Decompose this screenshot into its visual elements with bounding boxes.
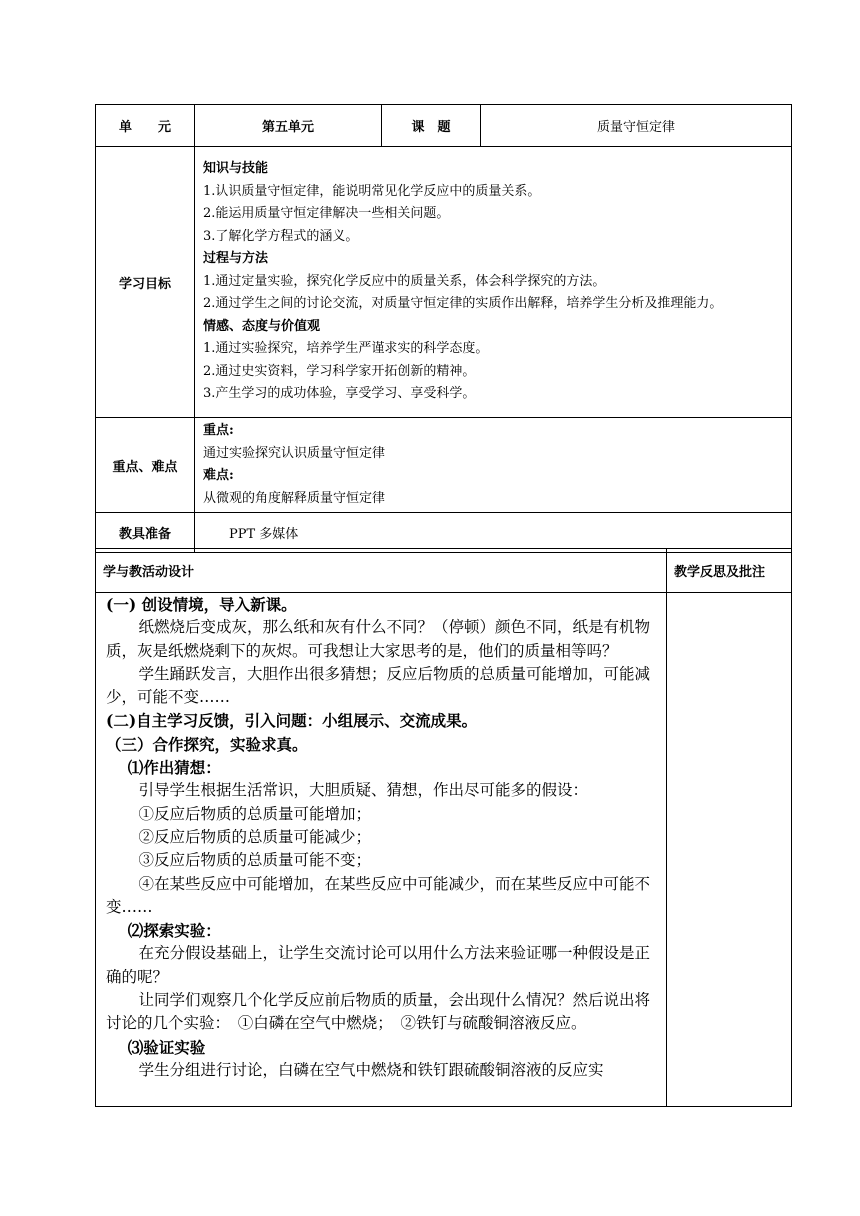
topic-value: 质量守恒定律 bbox=[481, 105, 792, 147]
activity-paragraph: ④在某些反应中可能增加，在某些反应中可能减少，而在某些反应中可能不变…… bbox=[106, 874, 651, 916]
key-points-row bbox=[96, 418, 792, 513]
reflection-header: 教学反思及批注 bbox=[667, 549, 792, 593]
activity-paragraph: ⑴作出猜想： bbox=[127, 758, 221, 778]
activity-paragraph: 学生分组进行讨论，白磷在空气中燃烧和铁钉跟硫酸铜溶液的反应实 bbox=[138, 1060, 604, 1079]
activity-design-header: 学与教活动设计 bbox=[96, 549, 667, 593]
activity-body-row bbox=[96, 593, 792, 1107]
objective-item: 3.了解化学方程式的涵义。 bbox=[203, 228, 359, 244]
reflection-notes-cell bbox=[667, 593, 792, 1107]
objective-item: 1.认识质量守恒定律，能说明常见化学反应中的质量关系。 bbox=[203, 183, 541, 199]
objectives-section-title: 过程与方法 bbox=[203, 251, 269, 267]
materials-label: 教具准备 bbox=[96, 513, 195, 553]
lesson-info-table bbox=[95, 104, 792, 553]
activity-paragraph: 学生踊跃发言，大胆作出很多猜想；反应后物质的总质量可能增加，可能减少，可能不变…… bbox=[106, 664, 651, 707]
topic-label: 课 题 bbox=[382, 105, 481, 147]
activity-paragraph: (一) 创设情境，导入新课。 bbox=[106, 595, 297, 614]
unit-value: 第五单元 bbox=[195, 105, 382, 147]
activity-paragraph: ⑶验证实验 bbox=[127, 1037, 206, 1057]
objectives-section-title: 知识与技能 bbox=[203, 161, 269, 177]
activity-paragraph: (二)自主学习反馈，引入问题：小组展示、交流成果。 bbox=[106, 711, 478, 731]
difficult-point-title: 难点: bbox=[203, 468, 234, 483]
unit-label: 单 元 bbox=[96, 105, 195, 147]
objective-item: 1.通过实验探究，培养学生严谨求实的科学态度。 bbox=[203, 341, 489, 357]
objectives-content bbox=[195, 147, 792, 418]
objective-item: 3.产生学习的成功体验，享受学习、享受科学。 bbox=[203, 386, 476, 402]
difficult-point-text: 从微观的角度解释质量守恒定律 bbox=[203, 490, 386, 506]
activity-table bbox=[95, 548, 792, 1107]
key-point-title: 重点: bbox=[203, 423, 234, 438]
objectives-section-title: 情感、态度与价值观 bbox=[203, 318, 321, 334]
objective-item: 2.通过学生之间的讨论交流，对质量守恒定律的实质作出解释，培养学生分析及推理能力。 bbox=[203, 296, 723, 312]
activity-paragraph: 引导学生根据生活常识，大胆质疑、猜想，作出尽可能多的假设： bbox=[138, 781, 589, 800]
objective-item: 2.通过史实资料，学习科学家开拓创新的精神。 bbox=[203, 363, 476, 379]
materials-row bbox=[96, 513, 792, 553]
activity-paragraph: ⑵探索实验： bbox=[127, 921, 221, 941]
objectives-label: 学习目标 bbox=[96, 147, 195, 418]
activity-paragraph: ②反应后物质的总质量可能减少； bbox=[138, 827, 372, 846]
key-points-content bbox=[195, 418, 792, 513]
key-point-text: 通过实验探究认识质量守恒定律 bbox=[203, 445, 386, 461]
activity-header-row bbox=[96, 549, 792, 593]
materials-value: PPT 多媒体 bbox=[195, 513, 792, 553]
activity-paragraph: 纸燃烧后变成灰，那么纸和灰有什么不同？（停顿）颜色不同，纸是有机物质，灰是纸燃烧剩下的灰烬。可我想让大家思考的是，他们的质量相等吗？ bbox=[106, 618, 651, 660]
activity-paragraph: （三）合作探究，实验求真。 bbox=[106, 734, 308, 754]
objective-item: 1.通过定量实验，探究化学反应中的质量关系，体会科学探究的方法。 bbox=[203, 273, 606, 289]
activity-paragraph: 在充分假设基础上，让学生交流讨论可以用什么方法来验证哪一种假设是正确的呢？ bbox=[106, 944, 651, 986]
activity-paragraph: ③反应后物质的总质量可能不变； bbox=[138, 851, 372, 870]
activity-paragraphs bbox=[106, 593, 660, 1082]
objective-item: 2.能运用质量守恒定律解决一些相关问题。 bbox=[203, 206, 450, 222]
activity-paragraph: 让同学们观察几个化学反应前后物质的质量，会出现什么情况？然后说出将讨论的几个实验： ①白磷在空气中燃烧； ②铁钉与硫酸铜溶液反应。 bbox=[106, 991, 651, 1033]
activity-paragraph: ①反应后物质的总质量可能增加； bbox=[138, 804, 372, 823]
activity-content bbox=[96, 593, 667, 1107]
key-points-label: 重点、难点 bbox=[96, 418, 195, 513]
objectives-row bbox=[96, 147, 792, 418]
header-row bbox=[96, 105, 792, 147]
